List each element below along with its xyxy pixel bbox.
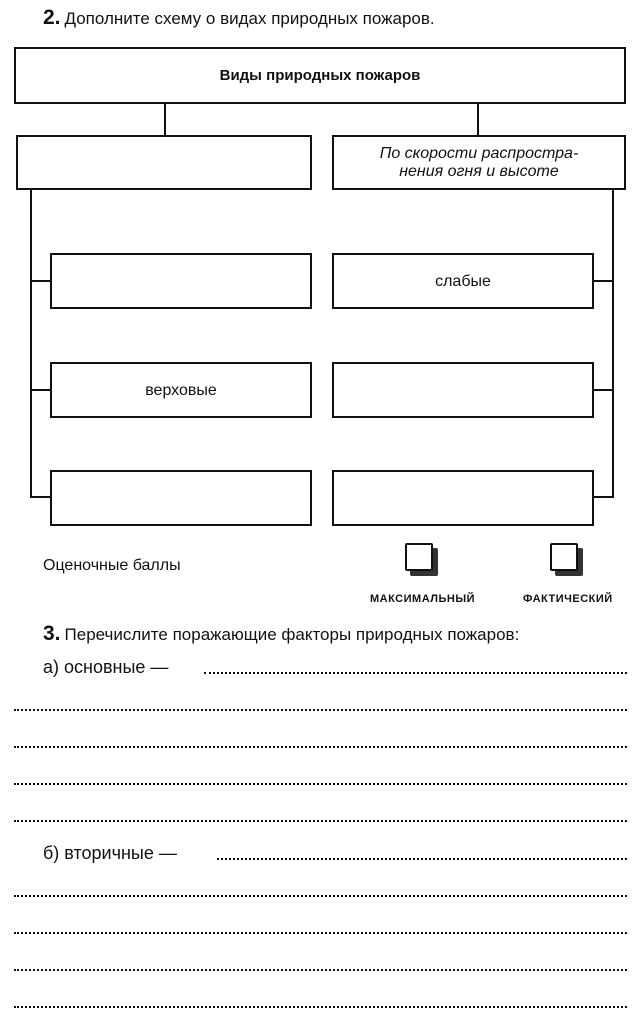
right-item-box-2[interactable] xyxy=(332,362,594,418)
right-item-box-3[interactable] xyxy=(332,470,594,526)
connector-root-right xyxy=(477,104,479,135)
left-item-box-3[interactable] xyxy=(50,470,312,526)
left-item-box-2 xyxy=(50,362,312,418)
part-a-answer-line-1[interactable] xyxy=(204,672,627,674)
task-2-text: Дополните схему о видах природных пожаров. xyxy=(64,9,435,28)
right-branch-2 xyxy=(594,389,614,391)
left-spine xyxy=(30,190,32,497)
part-a-answer-line-4[interactable] xyxy=(14,783,627,785)
right-branch-1 xyxy=(594,280,614,282)
left-branch-3 xyxy=(30,496,50,498)
max-score-caption: МАКСИМАЛЬНЫЙ xyxy=(370,593,476,605)
part-b-answer-line-1[interactable] xyxy=(217,858,627,860)
part-b-answer-line-3[interactable] xyxy=(14,932,627,934)
left-item-label-2: верховые xyxy=(145,381,217,399)
left-item-box-1[interactable] xyxy=(50,253,312,309)
root-label: Виды природных пожаров xyxy=(219,67,421,84)
actual-score-caption: ФАКТИЧЕСКИЙ xyxy=(523,593,613,605)
task-3-number: 3. xyxy=(43,622,61,645)
right-branch-3 xyxy=(594,496,614,498)
part-a-answer-line-5[interactable] xyxy=(14,820,627,822)
right-header-box xyxy=(332,135,626,190)
task-2-heading xyxy=(43,8,435,29)
part-b-answer-line-2[interactable] xyxy=(14,895,627,897)
right-header-label: По скорости распростра- нения огня и высоте xyxy=(379,144,579,180)
score-label: Оценочные баллы xyxy=(43,557,181,574)
right-item-box-1 xyxy=(332,253,594,309)
max-score-checkbox[interactable] xyxy=(405,543,433,571)
task-3-text: Перечислите поражающие факторы природных пожаров: xyxy=(64,625,520,644)
part-b-answer-line-4[interactable] xyxy=(14,969,627,971)
left-branch-1 xyxy=(30,280,50,282)
part-b-answer-line-5[interactable] xyxy=(14,1006,627,1008)
left-branch-2 xyxy=(30,389,50,391)
part-a-answer-line-3[interactable] xyxy=(14,746,627,748)
part-a-answer-line-2[interactable] xyxy=(14,709,627,711)
right-item-label-1: слабые xyxy=(435,272,491,290)
part-a-label: а) основные — xyxy=(43,657,169,677)
left-header-box[interactable] xyxy=(16,135,312,190)
actual-score-checkbox[interactable] xyxy=(550,543,578,571)
part-b-label: б) вторичные — xyxy=(43,843,177,863)
task-2-number: 2. xyxy=(43,6,61,29)
root-box xyxy=(14,47,626,104)
right-spine xyxy=(612,190,614,497)
task-3-heading xyxy=(43,624,519,645)
connector-root-left xyxy=(164,104,166,135)
